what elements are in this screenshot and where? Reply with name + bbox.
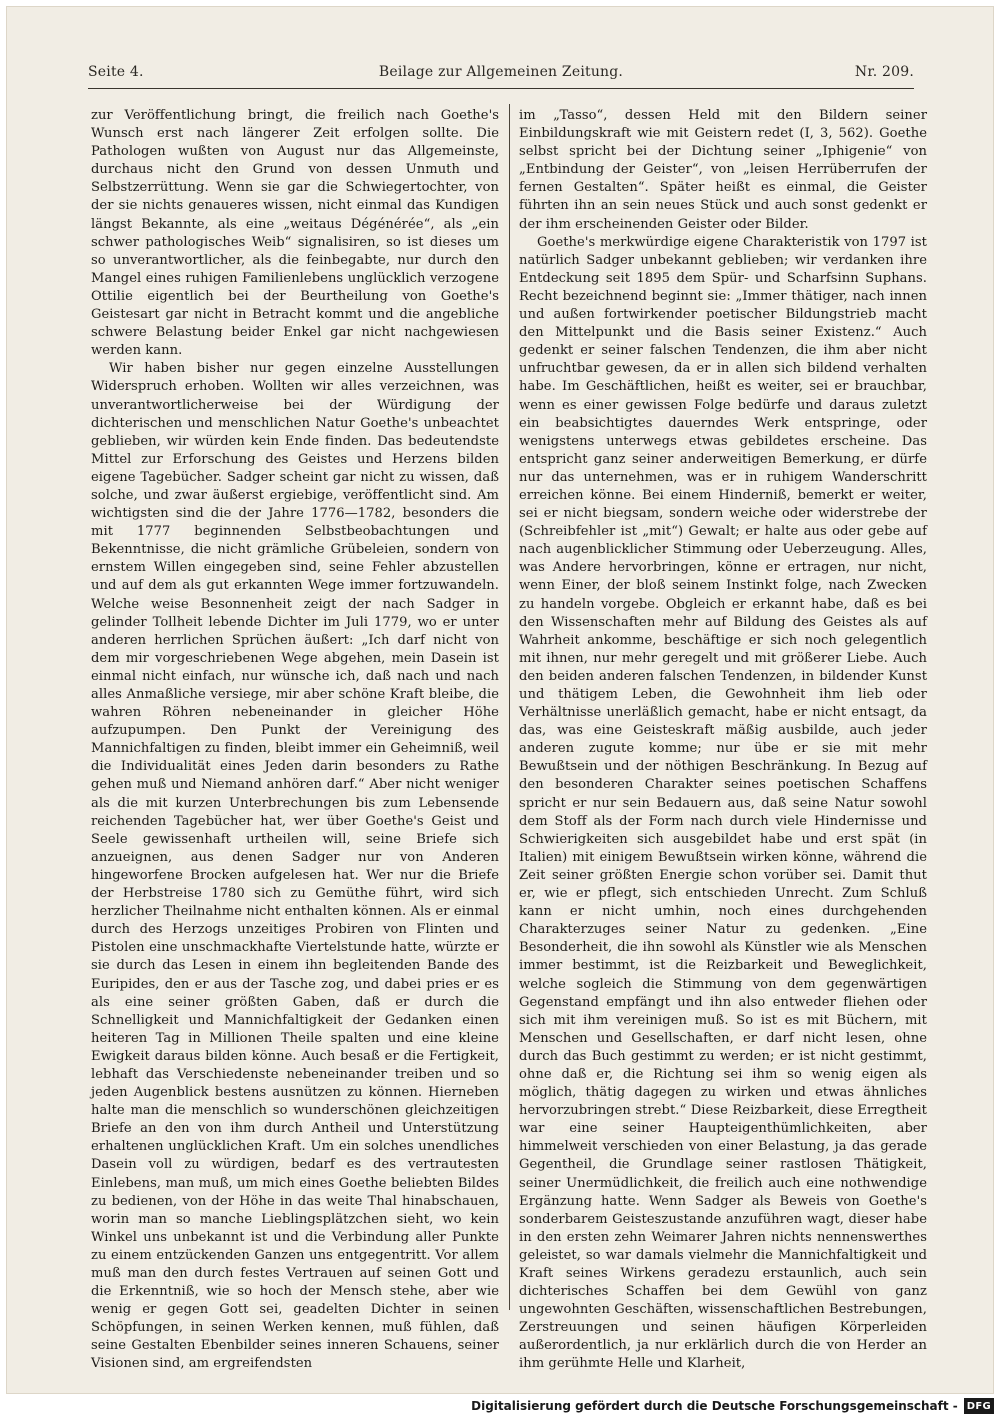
paragraph: Wir haben bisher nur gegen einzelne Ausstellungen Widerspruch erhoben. Wollten wir alles verzeichnen, was unverantwortlicherweise bei der Würdigung der dichterischen und menschlichen Natur Goethe's unbeachtet geblieben, wir würden kein Ende finden. Das bedeutendste Mittel zur Erforschung des Geistes und Herzens bilden eigene Tagebücher. Sadger scheint gar nicht zu wissen, daß solche, und zwar äußerst ergiebige, veröffentlicht sind. Am wichtigsten sind die der Jahre 1776—1782, besonders die mit 1777 beginnenden Selbstbeobachtungen und Bekenntnisse, die nicht grämliche Grübeleien, sondern von ernstem Willen eingegeben sind, seine Fehler abzustellen und auf dem als gut erkannten Wege immer fortzuwandeln. Welche weise Besonnenheit zeigt der nach Sadger in gelinder Tollheit lebende Dichter im Juli 1779, wo er unter anderen herrlichen Sprüchen äußert: „Ich darf nicht von dem mir vorgeschriebenen Wege abgehen, mein Dasein ist einmal nicht einfach, nur wünsche ich, daß nach und nach alles Anmaßliche versiege, mir aber schöne Kraft bleibe, die wahren Röhren nebeneinander in gleicher Höhe aufzupumpen. Den Punkt der Vereinigung des Mannichfaltigen zu finden, bleibt immer ein Geheimniß, weil die Individualität eines Jeden darin besonders zu Rathe gehen muß und Niemand anhören darf.“ Aber nicht weniger als die mit kurzen Unterbrechungen bis zum Lebensende reichenden Tagebücher hat, wer über Goethe's Geist und Seele gewissenhaft urtheilen will, seine Briefe sich anzueignen, aus denen Sadger nur von Anderen hingeworfene Brocken aufgelesen hat. Wer nur die Briefe der Herbstreise 1780 sich zu Gemüthe führt, wird sich herzlicher Theilnahme nicht enthalten können. Als er einmal durch des Herzogs unzeitiges Probiren von Flinten und Pistolen eine unschmackhafte Viertelstunde hatte, würzte er sie durch das Lesen in einem ihn begleitenden Bande des Euripides, den er aus der Tasche zog, und dabei pries er es als eine seiner größten Gaben, daß er durch die Schnelligkeit und Mannichfaltigkeit der Gedanken einen heiteren Tag in Millionen Theile spalten und eine kleine Ewigkeit daraus bilden könne. Auch besaß er die Fertigkeit, lebhaft das Verschiedenste nebeneinander treiben und so jeden Augenblick bestens ausnützen zu können. Hierneben halte man die menschlich so wunderschönen gleichzeitigen Briefe an den von ihm durch Antheil und Unterstützung erhaltenen unglücklichen Kraft. Um ein solches unendliches Dasein voll zu würdigen, bedarf es des vertrautesten Einlebens, man muß, um mich eines Goethe beliebten Bildes zu bedienen, von der Höhe in das weite Thal hinabschauen, worin man so manche Lieblingsplätzchen sieht, wo kein Winkel uns unbekannt ist und die Verbindung aller Punkte zu einem entzückenden Ganzen uns entgegentritt. Vor allem muß man den durch festes Vertrauen auf seinen Gott und die Erkenntniß, wie so hoch der Mensch stehe, aber wie wenig er gegen Gott sei, geadelten Dichter in seinen Schöpfungen, in seinen Werken kennen, muß fühlen, daß seine Gestalten Ebenbilder seines inneren Schauens, seiner Visionen sind, am ergreifendsten	[91, 361, 499, 1372]
paragraph: im „Tasso“, dessen Held mit den Bildern seiner Einbildungskraft wie mit Geistern redet (I, 3, 562). Goethe selbst spricht bei der Dichtung seiner „Iphigenie“ von „Entbindung der Geister“, von „leisen Herrüberrufen der fernen Gestalten“. Später heißt es einmal, die Geister führten ihn an sein neues Stück und auch sonst gedenkt er der ihm erscheinenden Geister oder Bilder.	[519, 108, 927, 232]
column-divider	[509, 104, 510, 1310]
funding-note: Digitalisierung gefördert durch die Deutsche Forschungsgemeinschaft -	[471, 1399, 958, 1413]
publication-title: Beilage zur Allgemeinen Zeitung.	[378, 64, 624, 80]
left-column	[91, 107, 499, 1372]
right-column	[519, 107, 927, 1372]
page-header	[88, 64, 914, 90]
dfg-logo: DFG	[964, 1398, 994, 1414]
page-number: Seite 4.	[88, 64, 144, 80]
header-rule	[88, 88, 914, 89]
paragraph: zur Veröffentlichung bringt, die freilich nach Goethe's Wunsch erst nach längerer Zeit erfolgen sollte. Die Pathologen wußten von August nur das Allgemeinste, durchaus nicht den Grund von dessen Unmuth und Selbstzerrüttung. Wenn sie gar die Schwiegertochter, von der sie nichts genaueres wissen, nicht einmal das Kundigen längst Bekannte, als eine „weitaus Dégénérée“, als „ein schwer pathologisches Weib“ signalisiren, so ist dieses um so unverantwortlicher, als die feinbegabte, nur durch den Mangel eines ruhigen Familienlebens unglücklich verzogene Ottilie eigentlich bei der Beurtheilung von Goethe's Geistesart gar nicht in Betracht kommt und die angebliche schwere Belastung beider Enkel gar nicht nachgewiesen werden kann.	[91, 108, 499, 359]
paragraph: Goethe's merkwürdige eigene Charakteristik von 1797 ist natürlich Sadger unbekannt geblieben; wir verdanken ihre Entdeckung seit 1895 dem Spür- und Scharfsinn Suphans. Recht bezeichnend beginnt sie: „Immer thätiger, nach innen und außen fortwirkender poetischer Bildungstrieb macht den Mittelpunkt und die Basis seiner Existenz.“ Auch gedenkt er seiner falschen Tendenzen, die ihm aber nicht unfruchtbar gewesen, da er in allen sich bildend verhalten habe. Im Geschäftlichen, heißt es weiter, sei er brauchbar, wenn es einer gewissen Folge bedürfe und daraus zuletzt ein beabsichtigtes dauerndes Werk entspringe, oder wenigstens unterwegs etwas gebildetes erscheine. Das entspricht ganz seiner anderweitigen Bemerkung, er dürfe nur das unternehmen, was er in ruhigem Wanderschritt erreichen könne. Bei einem Hinderniß, bemerkt er weiter, sei er nicht biegsam, sondern weiche oder widerstrebe der (Schreibfehler ist „mit“) Gewalt; er halte aus oder gebe auf nach augenblicklicher Stimmung oder Ueberzeugung. Alles, was Andere hervorbringen, könne er ertragen, nur nicht, wenn Einer, der bloß seinem Instinkt folge, nach Zwecken zu handeln vorgebe. Obgleich er erkannt habe, daß es bei den Wissenschaften mehr auf Bildung des Geistes als auf Wahrheit ankomme, beschäftige er sich noch gelegentlich mit ihnen, nur mehr geregelt und mit größerer Liebe. Auch den beiden anderen falschen Tendenzen, in bildender Kunst und thätigem Leben, die Gewohnheit ihm lieb oder Verhältnisse unerläßlich gemacht, habe er nicht entsagt, da das, was eine Geisteskraft mäßig ausbilde, auch jeder anderen zugute komme; nur übe er sie mit mehr Bewußtsein und der nöthigen Beschränkung. In Bezug auf den besonderen Charakter seines poetischen Schaffens spricht er nur sein Bedauern aus, daß seine Natur sowohl dem Stoff als der Form nach durch viele Hindernisse und Schwierigkeiten sich ausgebildet habe und erst spät (in Italien) mit einigem Bewußtsein wirken könne, während die Zeit seiner größten Energie schon vorüber sei. Damit thut er, wie er pflegt, sich entschieden Unrecht. Zum Schluß kann er nicht umhin, noch eines durchgehenden Charakterzuges seiner Natur zu gedenken. „Eine Besonderheit, die ihn sowohl als Künstler wie als Menschen immer bestimmt, ist die Reizbarkeit und Beweglichkeit, welche sogleich die Stimmung von dem gegenwärtigen Gegenstand empfängt und ihn also entweder fliehen oder sich mit ihm vereinigen muß. So ist es mit Büchern, mit Menschen und Gesellschaften, er darf nicht lesen, ohne durch das Buch gestimmt zu werden; er ist nicht gestimmt, ohne daß er, die Richtung sei ihm so wenig eigen als möglich, thätig dagegen zu wirken und etwas ähnliches hervorzubringen strebt.“ Diese Reizbarkeit, diese Erregtheit war eine seiner Haupteigenthümlichkeiten, aber himmelweit verschieden von einer Belastung, ja das gerade Gegentheil, die Grundlage seiner rastlosen Thätigkeit, seiner Unermüdlichkeit, die freilich auch eine nothwendige Ergänzung hatte. Wenn Sadger als Beweis von Goethe's sonderbarem Geisteszustande anzuführen wagt, dieser habe in den ersten zehn Weimarer Jahren nichts nennenswerthes geleistet, so war damals vielmehr die Mannichfaltigkeit und Kraft seines Wirkens geradezu erstaunlich, auch sein dichterisches Schaffen bei dem Gewühl von ganz ungewohnten Geschäften, wissenschaftlichen Bestrebungen, Zerstreuungen und seinen häufigen Körperleiden außerordentlich, ja nur erklärlich durch die von Herder an ihm gerühmte Helle und Klarheit,	[519, 234, 927, 1372]
issue-number: Nr. 209.	[854, 64, 914, 80]
newspaper-page	[6, 6, 994, 1394]
digitization-footer	[471, 1396, 994, 1416]
